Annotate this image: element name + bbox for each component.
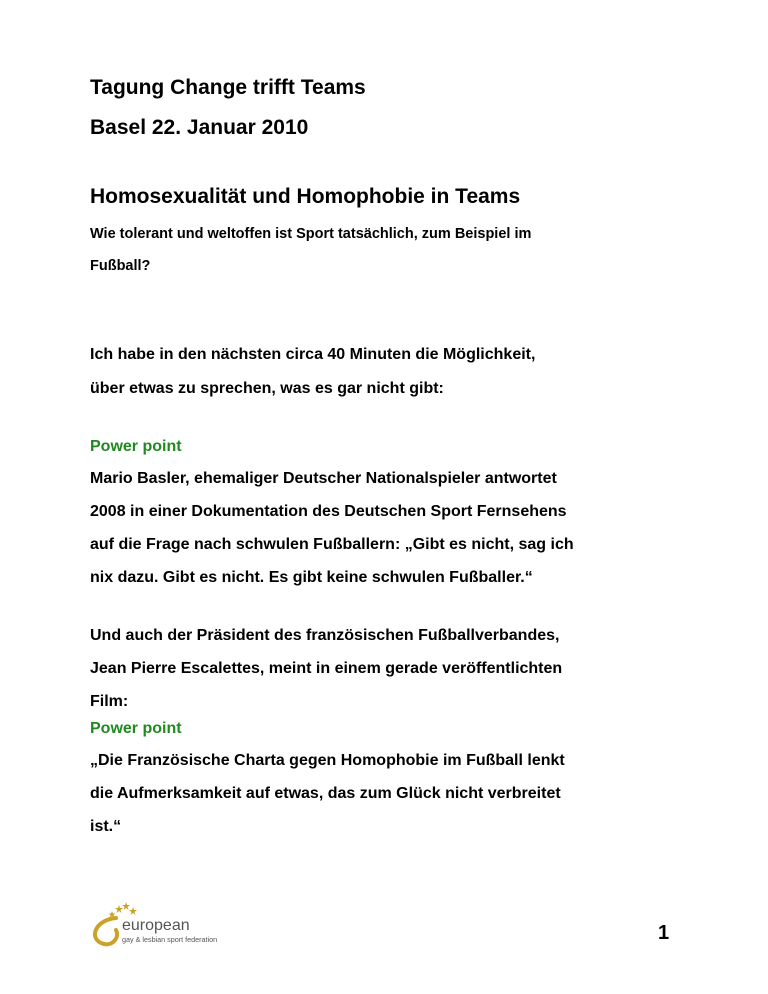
logo-word: european <box>122 917 190 934</box>
intro-line: über etwas zu sprechen, was es gar nicht gibt: <box>90 380 444 397</box>
page-number: 1 <box>658 922 670 944</box>
basler-line: Mario Basler, ehemaliger Deutscher Nationalspieler antwortet <box>90 470 557 487</box>
section-subheading-line: Fußball? <box>90 258 151 274</box>
document-title: Tagung Change trifft Teams <box>90 76 366 99</box>
basler-line: auf die Frage nach schwulen Fußballern: „Gibt es nicht, sag ich <box>90 536 574 553</box>
escalettes-line: Und auch der Präsident des französischen Fußballverbandes, <box>90 627 560 644</box>
basler-line: 2008 in einer Dokumentation des Deutschen Sport Fernsehens <box>90 503 567 520</box>
section-subheading-line: Wie tolerant und weltoffen ist Sport tatsächlich, zum Beispiel im <box>90 226 532 242</box>
quote-line: ist.“ <box>90 818 122 835</box>
european-logo <box>86 900 236 950</box>
quote-line: die Aufmerksamkeit auf etwas, das zum Glück nicht verbreitet <box>90 785 561 802</box>
document-subtitle: Basel 22. Januar 2010 <box>90 116 309 139</box>
intro-line: Ich habe in den nächsten circa 40 Minuten die Möglichkeit, <box>90 346 536 363</box>
escalettes-line: Jean Pierre Escalettes, meint in einem gerade veröffentlichten <box>90 660 563 677</box>
basler-line: nix dazu. Gibt es nicht. Es gibt keine schwulen Fußballer.“ <box>90 569 533 586</box>
logo-swoosh-icon <box>95 918 117 944</box>
power-point-marker: Power point <box>90 438 182 455</box>
logo-tagline: gay & lesbian sport federation <box>122 935 218 944</box>
section-heading: Homosexualität und Homophobie in Teams <box>90 185 521 208</box>
escalettes-line: Film: <box>90 693 129 710</box>
logo-stars-icon <box>109 902 138 918</box>
quote-line: „Die Französische Charta gegen Homophobie im Fußball lenkt <box>90 752 565 769</box>
power-point-marker: Power point <box>90 720 182 737</box>
